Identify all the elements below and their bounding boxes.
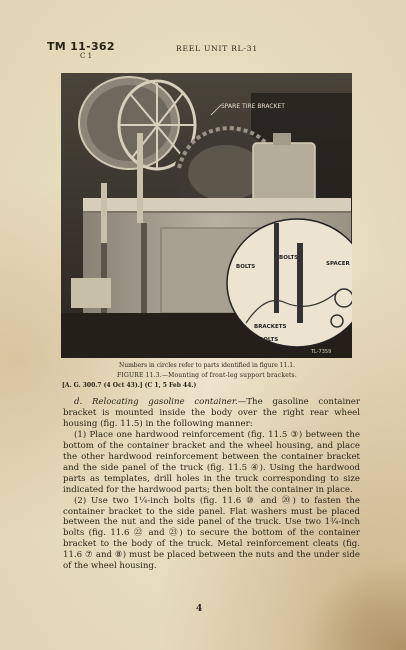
- bolts-bottom-label: BOLTS: [259, 337, 279, 343]
- paragraph-1: (1) Place one hardwood reinforcement (fig. 11.5 ③) between the bottom of the container bracket and the wheel housing, and place the other hardwood reinforcement between the container bracket and the side panel of the truck (fig. 11.5 ④). Using the hardwood parts as templates, drill holes in the truck corresponding to size indicated for the hardwood parts; then bolt the container in place.: [63, 429, 360, 495]
- manual-number: TM 11-362: [47, 40, 115, 53]
- running-title: REEL UNIT RL-31: [176, 44, 258, 53]
- change-number: C 1: [80, 52, 93, 60]
- figure-note: Numbers in circles refer to parts identified in figure 11.1.: [118, 362, 296, 369]
- truck-photo-illustration: [61, 73, 352, 358]
- spare-tire-bracket-label: SPARE TIRE BRACKET: [221, 103, 285, 110]
- section-heading: d. Relocating gasoline container.: [74, 397, 238, 407]
- page-number: 4: [196, 604, 203, 614]
- brackets-label: BRACKETS: [254, 324, 287, 330]
- section-intro-text: —The gasoline container bracket is mounted inside the body over the right rear wheel housing (fig. 11.5) in the following manner:: [63, 397, 360, 429]
- section-intro: [63, 397, 360, 430]
- bolts-top-label: BOLTS: [279, 255, 299, 261]
- page-stain: [296, 560, 406, 650]
- authority-reference: [A. G. 300.7 (4 Oct 43).] (C 1, 5 Feb 44.): [62, 382, 197, 389]
- figure-photo: [61, 73, 352, 358]
- bolts-left-label: BOLTS: [236, 264, 256, 270]
- spacer-label: SPACER: [326, 261, 350, 267]
- body-text: [63, 397, 360, 572]
- figure-caption: FIGURE 11.3.—Mounting of front-leg support brackets.: [117, 372, 297, 379]
- paragraph-2: (2) Use two 1¼-inch bolts (fig. 11.6 ⑩ and ⑳) to fasten the container bracket to the side panel. Flat washers must be placed between the nut and the side panel of the truck. Use two 1¾-inch bolts (fig. 11.6 ㉒ and ㉓) to secure the bottom of the container bracket to the body of the truck. Metal reinforcement cleats (fig. 11.6 ⑦ and ⑧) must be placed between the nuts and the under side of the wheel housing.: [63, 495, 360, 572]
- plate-id: TL-7359: [311, 349, 332, 355]
